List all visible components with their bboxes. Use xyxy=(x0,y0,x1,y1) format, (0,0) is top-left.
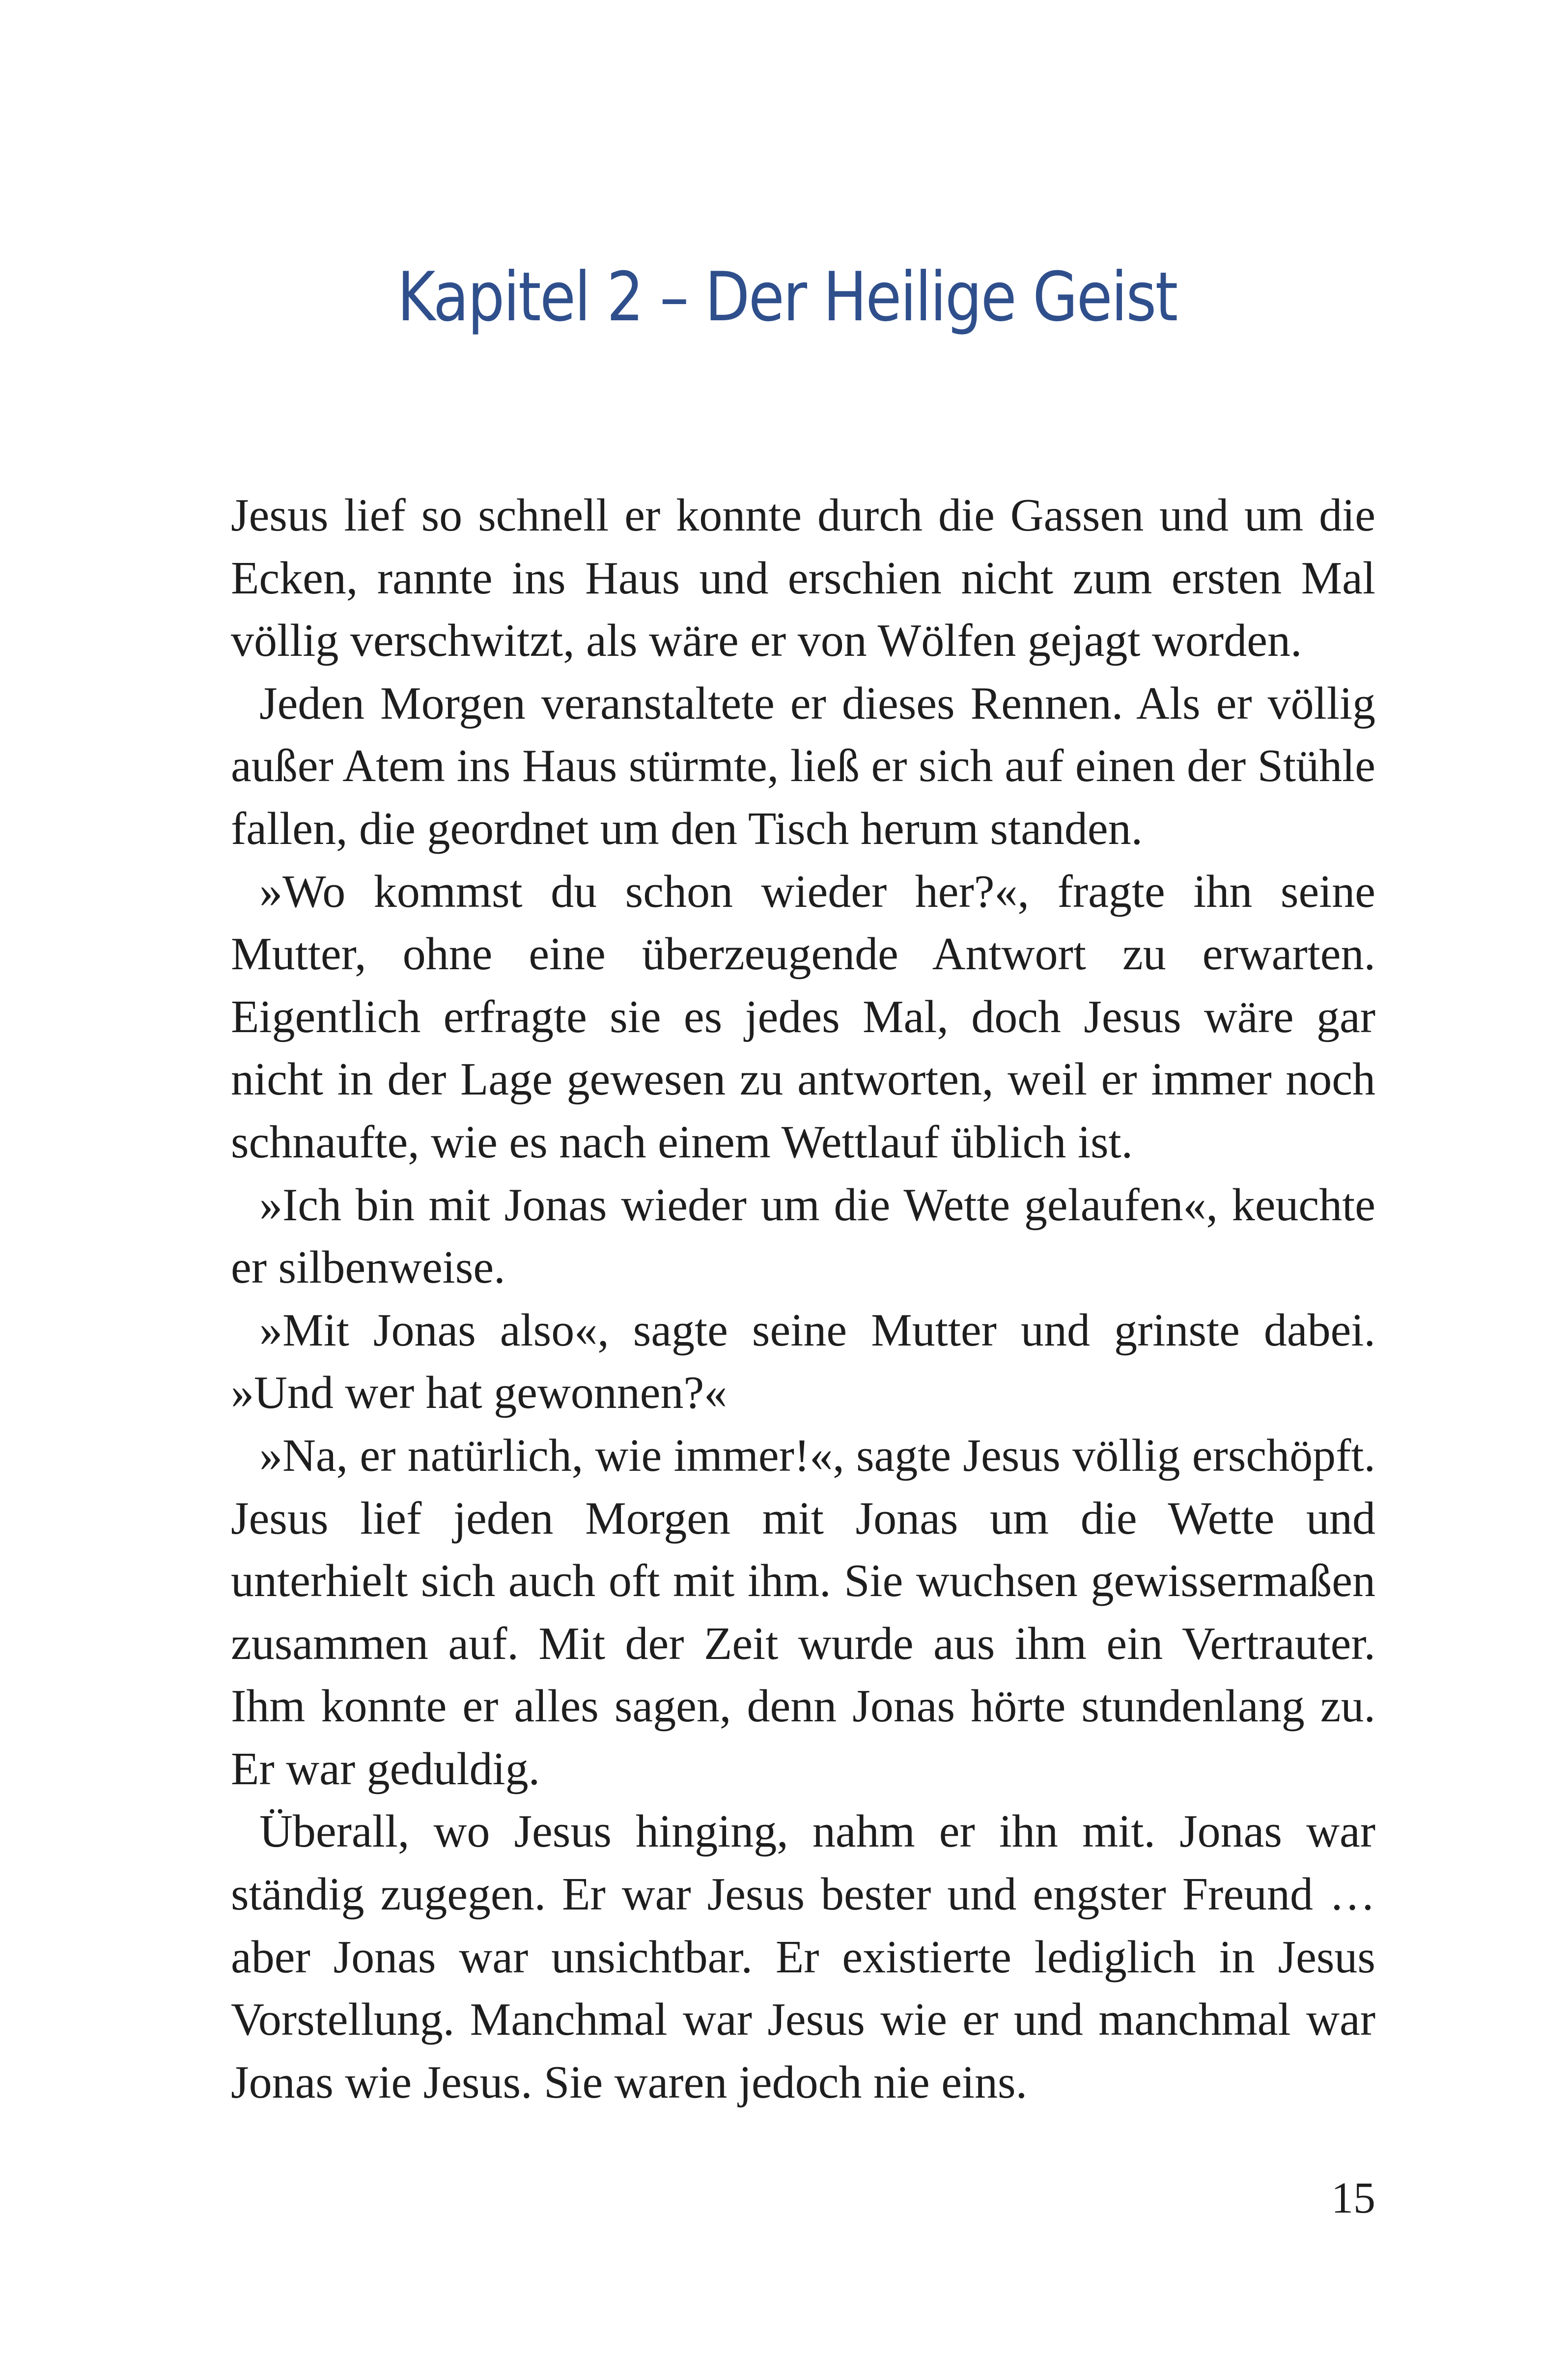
paragraph: »Na, er natürlich, wie immer!«, sagte Jesus völlig erschöpft. Jesus lief jeden Morgen mit Jonas um die Wette und unterhielt sich auch oft mit ihm. Sie wuchsen gewissermaßen zusammen auf. Mit der Zeit wurde aus ihm ein Vertrauter. Ihm konnte er alles sagen, denn Jonas hörte stundenlang zu. Er war geduldig. xyxy=(231,1430,1375,1795)
paragraph: »Ich bin mit Jonas wieder um die Wette gelaufen«, keuchte er silbenweise. xyxy=(231,1179,1375,1293)
paragraph: »Mit Jonas also«, sagte seine Mutter und grinste dabei. »Und wer hat gewonnen?« xyxy=(231,1304,1375,1419)
chapter-body xyxy=(231,484,1375,2114)
page-number: 15 xyxy=(1331,2174,1375,2222)
paragraph: Jesus lief so schnell er konnte durch die Gassen und um die Ecken, rannte ins Haus und erschien nicht zum ersten Mal völlig verschwitzt, als wäre er von Wölfen gejagt worden. xyxy=(231,490,1375,667)
paragraph: »Wo kommst du schon wieder her?«, fragte ihn seine Mutter, ohne eine überzeugende Antwort zu erwarten. Eigentlich erfragte sie es jedes Mal, doch Jesus wäre gar nicht in der Lage gewesen zu antworten, weil er immer noch schnaufte, wie es nach einem Wettlauf üblich ist. xyxy=(231,866,1375,1168)
paragraph: Jeden Morgen veranstaltete er dieses Rennen. Als er völlig außer Atem ins Haus stürmte, ließ er sich auf einen der Stühle fallen, die geordnet um den Tisch herum standen. xyxy=(231,677,1375,854)
chapter-title: Kapitel 2 – Der Heilige Geist xyxy=(397,257,1177,337)
paragraph: Überall, wo Jesus hinging, nahm er ihn mit. Jonas war ständig zugegen. Er war Jesus bester und engster Freund … aber Jonas war unsichtbar. Er existierte lediglich in Jesus Vorstellung. Manchmal war Jesus wie er und manchmal war Jonas wie Jesus. Sie waren jedoch nie eins. xyxy=(231,1806,1375,2108)
